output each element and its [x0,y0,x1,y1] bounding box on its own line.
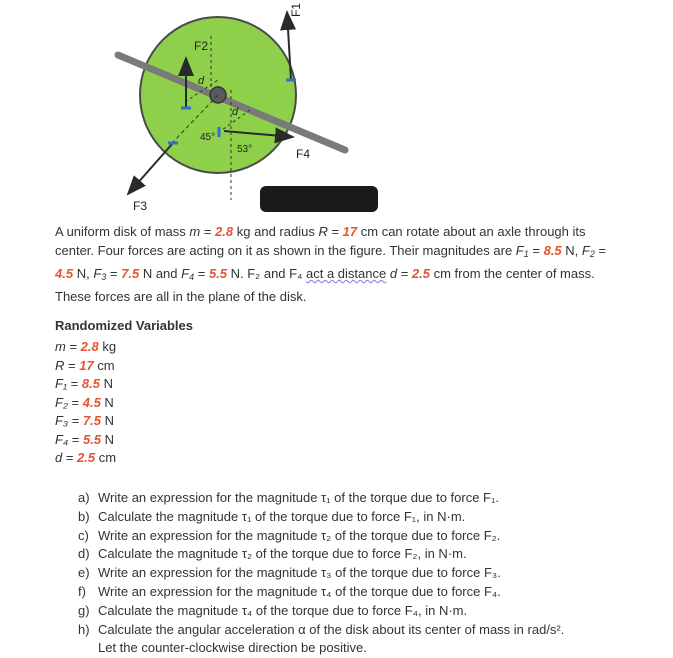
randomized-title: Randomized Variables [55,318,193,333]
var-row: F₄ = 5.5 N [55,431,115,447]
label-d-right: d [232,106,239,118]
var-row: F₂ = 4.5 N [55,394,114,410]
question-item: h) Calculate the angular acceleration α of the disk about its center of mass in rad/s². [78,621,565,637]
f3-arrow [128,143,173,194]
question-list [78,489,668,658]
label-f2: F2 [194,39,209,53]
label-f3: F3 [133,199,148,213]
label-angle-45: 45° [200,132,216,143]
question-continuation: Let the counter-clockwise direction be positive. [98,640,367,656]
question-item: f) Write an expression for the magnitude τ₄ of the torque due to force F₄. [78,583,501,599]
label-angle-53: 53° [237,144,253,155]
question-item: b) Calculate the magnitude τ₁ of the torque due to force F₁, in N·m. [78,508,466,524]
question-item: a) Write an expression for the magnitude τ₁ of the torque due to force F₁. [78,490,499,505]
label-f4: F4 [296,147,311,161]
var-row: F₁ = 8.5 N [55,376,113,391]
var-row: m = 2.8 kg [55,339,117,354]
redaction-bar [260,186,378,212]
label-d-left: d [198,75,205,87]
var-row: d = 2.5 cm [55,450,117,465]
problem-text: A uniform disk of mass m = 2.8 kg and radius R = 17 cm can rotate about an axle through its center. Four forces are acting on it as shown in the figure. Their magnitudes are $F_1 = 8.5$ N, $F_2 = 4.5$ N, $F_3 = 7.5$ N and $F_4 = 5.5$ N. F₂ and F₄ act a distance d = 2.5 cm from the center of mass. These forces are all in the plane of the disk. [55,224,607,304]
randomized-list [55,338,116,468]
question-item: e) Write an expression for the magnitude τ₃ of the torque due to force F₃. [78,565,501,581]
label-f1: F1 [289,2,303,17]
var-row: F₃ = 7.5 N [55,413,115,428]
question-item: d) Calculate the magnitude τ₂ of the torque due to force F₂, in N·m. [78,546,467,562]
var-row: R = 17 cm [55,357,115,373]
question-item: g) Calculate the magnitude τ₄ of the torque due to force F₄, in N·m. [78,602,468,618]
question-item: c) Write an expression for the magnitude τ₂ of the torque due to force F₂. [78,527,501,543]
